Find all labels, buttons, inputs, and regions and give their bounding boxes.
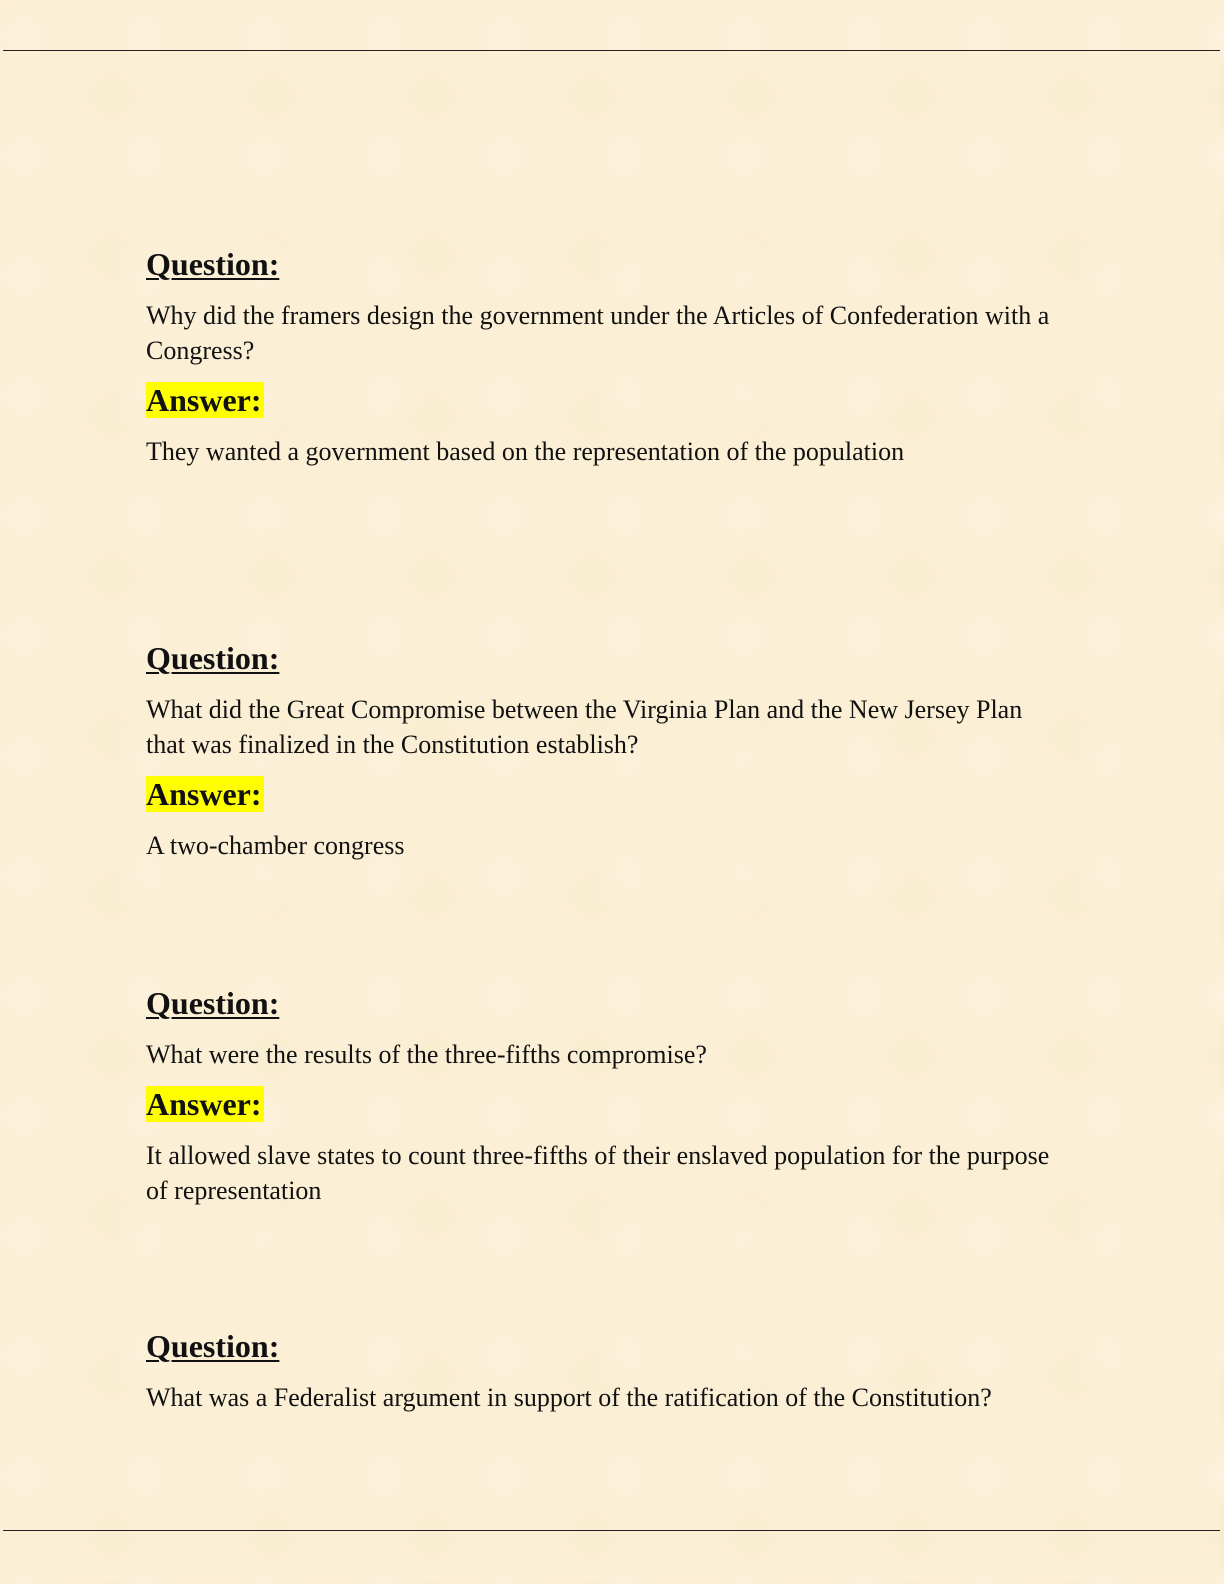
answer-label: Answer: (146, 1086, 262, 1122)
question-text: What were the results of the three-fifths compromise? (146, 1040, 707, 1069)
qa-item-4 (146, 1328, 1066, 1415)
top-divider (3, 50, 1220, 51)
qa-item-1 (146, 246, 1066, 469)
question-label: Question: (146, 640, 280, 676)
qa-item-2 (146, 640, 1066, 863)
question-text: What was a Federalist argument in support of the ratification of the Constitution? (146, 1383, 992, 1412)
question-text: Why did the framers design the government under the Articles of Confederation with a Congress? (146, 301, 1050, 365)
question-label: Question: (146, 1328, 280, 1364)
answer-label: Answer: (146, 776, 262, 812)
answer-text: It allowed slave states to count three-fifths of their enslaved population for the purpose of representation (146, 1141, 1050, 1205)
answer-label: Answer: (146, 382, 262, 418)
answer-text: They wanted a government based on the representation of the population (146, 437, 905, 466)
qa-item-3 (146, 985, 1066, 1208)
question-label: Question: (146, 246, 280, 282)
answer-text: A two-chamber congress (146, 831, 405, 860)
bottom-divider (3, 1530, 1220, 1531)
question-text: What did the Great Compromise between the Virginia Plan and the New Jersey Plan that was finalized in the Constitution establish? (146, 695, 1023, 759)
question-label: Question: (146, 985, 280, 1021)
